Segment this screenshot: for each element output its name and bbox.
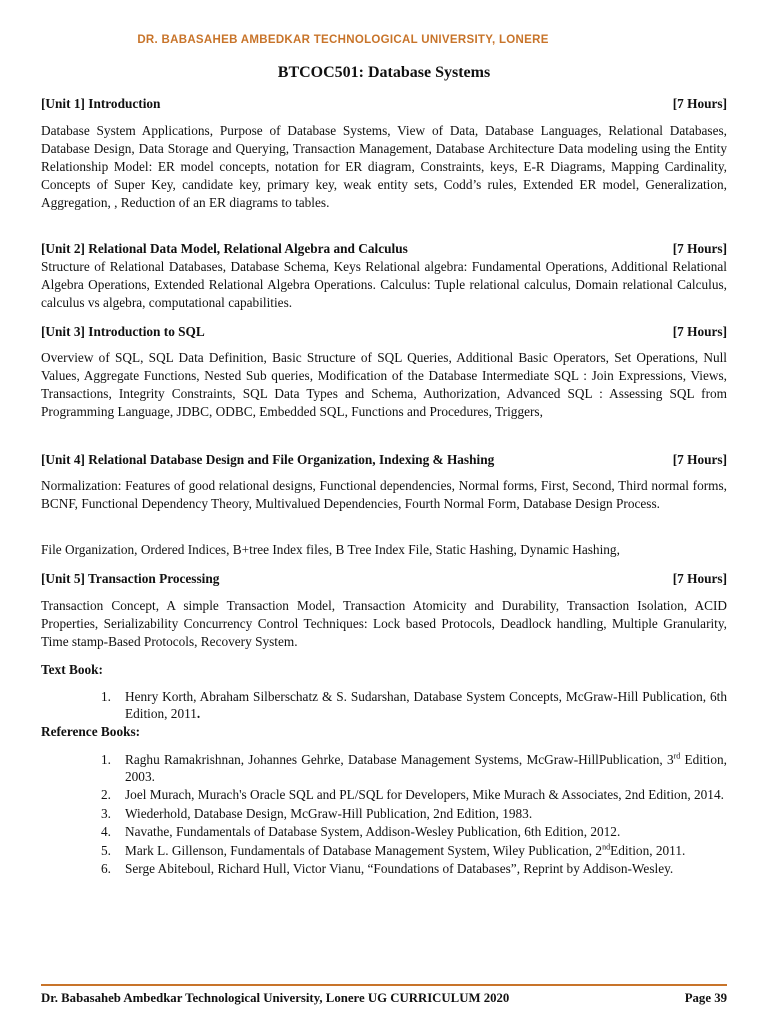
text-book-item bbox=[101, 689, 727, 722]
unit-4-title: [Unit 4] Relational Database Design and File Organization, Indexing & Hashing bbox=[41, 452, 495, 467]
course-title: BTCOC501: Database Systems bbox=[277, 64, 491, 81]
reference-sup: rd bbox=[673, 751, 681, 761]
unit-3-title: [Unit 3] Introduction to SQL bbox=[41, 324, 205, 339]
page-number: Page 39 bbox=[684, 991, 727, 1005]
reference-number: 1. bbox=[101, 752, 111, 767]
reference-books-list bbox=[101, 752, 727, 880]
unit-5-heading bbox=[41, 571, 727, 587]
reference-number: 6. bbox=[101, 861, 111, 876]
reference-item bbox=[101, 824, 727, 841]
unit-3-heading bbox=[41, 324, 727, 340]
reference-item bbox=[101, 861, 727, 878]
reference-text: Raghu Ramakrishnan, Johannes Gehrke, Database Management Systems, McGraw-HillPublication, 3 bbox=[125, 752, 674, 767]
unit-3-text: Overview of SQL, SQL Data Definition, Basic Structure of SQL Queries, Additional Basic Operators, Set Operations, Null Values, Aggregate Functions, Nested Sub queries, Modification of the Database Intermediate SQL : Join Expressions, Views, Transactions, Integrity Constraints, SQL Data Types and Schema, Authorization, Advanced SQL : Assessing SQL from Programming Language, JDBC, ODBC, Embedded SQL, Functions and Procedures, Triggers, bbox=[41, 350, 727, 419]
footer-university: Dr. Babasaheb Ambedkar Technological University, Lonere UG CURRICULUM 2020 bbox=[41, 991, 510, 1005]
unit-3-hours: [7 Hours] bbox=[672, 324, 727, 339]
unit-1-text: Database System Applications, Purpose of Database Systems, View of Data, Database Languages, Relational Databases, Database Design, Data Storage and Querying, Transaction Management, Database Architecture Data modeling using the Entity Relationship Model: ER model concepts, notation for ER diagram, Constraints, keys, E-R Diagrams, Mapping Cardinality, Concepts of Super Key, candidate key, primary key, weak entity sets, Codd’s rules, Extended ER model, Generalization, Aggregation, , Reduction of an ER diagrams to tables. bbox=[41, 123, 727, 210]
unit-4-hours: [7 Hours] bbox=[672, 452, 727, 467]
text-book-end: . bbox=[196, 705, 201, 721]
text-book-text: Henry Korth, Abraham Silberschatz & S. Sudarshan, Database System Concepts, McGraw-Hill Publication, 6th Edition, 2011 bbox=[125, 689, 727, 721]
text-book-list bbox=[101, 689, 727, 724]
unit-1-hours: [7 Hours] bbox=[672, 96, 727, 111]
reference-text: Joel Murach, Murach's Oracle SQL and PL/SQL for Developers, Mike Murach & Associates, 2nd Edition, 2014. bbox=[125, 787, 724, 802]
unit-1-heading bbox=[41, 96, 727, 112]
unit-4-heading bbox=[41, 452, 727, 468]
reference-text: Serge Abiteboul, Richard Hull, Victor Vianu, “Foundations of Databases”, Reprint by Addison-Wesley. bbox=[125, 861, 674, 876]
reference-text: Navathe, Fundamentals of Database System, Addison-Wesley Publication, 6th Edition, 2012. bbox=[125, 824, 621, 839]
unit-2-title: [Unit 2] Relational Data Model, Relational Algebra and Calculus bbox=[41, 241, 408, 256]
text-book-number: 1. bbox=[101, 689, 111, 704]
unit-2-text: Structure of Relational Databases, Database Schema, Keys Relational algebra: Fundamental Operations, Additional Relational Algebra Operations, Extended Relational Algebra Operations. Calculus: Tuple relational calculus, Domain relational Calculus, calculus vs algebra, computational capabilities. bbox=[41, 259, 727, 310]
unit-4-text-file-organization: File Organization, Ordered Indices, B+tree Index files, B Tree Index File, Static Hashing, Dynamic Hashing, bbox=[41, 542, 620, 557]
unit-5-text: Transaction Concept, A simple Transaction Model, Transaction Atomicity and Durability, Transaction Isolation, ACID Properties, Serializability Concurrency Control Techniques: Lock based Protocols, Deadlock handling, Multiple Granularity, Time stamp-Based Protocols, Recovery System. bbox=[41, 598, 727, 649]
footer-divider bbox=[41, 984, 727, 986]
page-footer bbox=[41, 991, 727, 1006]
unit-4-text: Normalization: Features of good relational designs, Functional dependencies, Normal forms, First, Second, Third normal forms, BCNF, Functional Dependency Theory, Multivalued Dependencies, Fourth Normal Form, Database Design Process. bbox=[41, 478, 727, 511]
reference-text-end: Edition, 2011. bbox=[610, 842, 686, 858]
unit-1-title: [Unit 1] Introduction bbox=[41, 96, 161, 111]
reference-number: 4. bbox=[101, 824, 111, 839]
university-header: DR. BABASAHEB AMBEDKAR TECHNOLOGICAL UNIVERSITY, LONERE bbox=[137, 34, 549, 46]
reference-text: Wiederhold, Database Design, McGraw-Hill Publication, 2nd Edition, 1983. bbox=[125, 805, 533, 821]
reference-number: 3. bbox=[101, 805, 111, 821]
reference-sup: nd bbox=[602, 842, 611, 852]
unit-5-hours: [7 Hours] bbox=[672, 571, 727, 586]
reference-item bbox=[101, 752, 727, 785]
unit-2-hours: [7 Hours] bbox=[672, 241, 727, 256]
reference-text: Mark L. Gillenson, Fundamentals of Database Management System, Wiley Publication, 2 bbox=[125, 842, 603, 858]
reference-item bbox=[101, 843, 727, 860]
reference-number: 2. bbox=[101, 787, 111, 802]
text-book-label: Text Book: bbox=[41, 662, 103, 677]
reference-number: 5. bbox=[101, 842, 111, 858]
unit-2-heading bbox=[41, 241, 727, 257]
unit-5-title: [Unit 5] Transaction Processing bbox=[41, 571, 220, 586]
reference-item bbox=[101, 787, 727, 804]
reference-books-label: Reference Books: bbox=[41, 724, 141, 739]
reference-item bbox=[101, 806, 727, 823]
reference-text-end: Edition, 2003. bbox=[125, 752, 727, 784]
